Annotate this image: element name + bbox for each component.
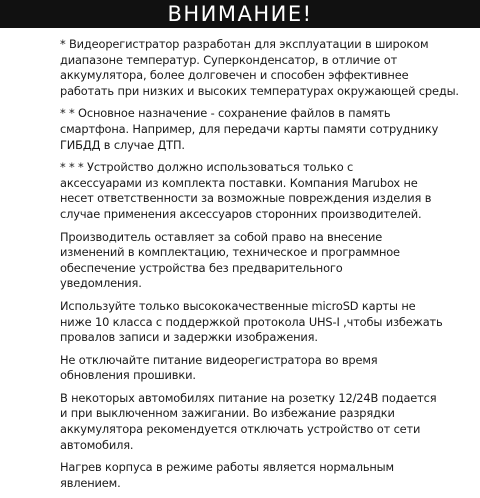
paragraph-line: Производитель оставляет за собой право на внесение <box>60 229 383 244</box>
paragraph-line: В некоторых автомобилях питание на розетку 12/24В подается <box>60 390 437 405</box>
paragraph-accessories <box>60 160 474 222</box>
paragraph-line: смартфона. Например, для передачи карты памяти сотруднику <box>60 121 439 136</box>
paragraph-line: и при выключенном зажигании. Во избежание разрядки <box>60 406 395 421</box>
paragraph-line: обеспечение устройства без предварительного <box>60 260 343 275</box>
paragraph-line: * * * Устройство должно использоваться только с <box>60 160 354 175</box>
paragraph-line: * * Основное назначение - сохранение файлов в память <box>60 106 391 121</box>
warning-content <box>60 37 474 498</box>
paragraph-line: обновления прошивки. <box>60 368 196 383</box>
paragraph-line: уведомления. <box>60 276 142 291</box>
paragraph-line: диапазоне температур. Суперконденсатор, в отличие от <box>60 52 398 67</box>
paragraph-line: случае применения аксессуаров сторонних производителей. <box>60 206 422 221</box>
paragraph-line: ГИБДД в случае ДТП. <box>60 137 185 152</box>
paragraph-line: провалов записи и задержки изображения. <box>60 330 318 345</box>
paragraph-microsd <box>60 299 474 346</box>
paragraph-supercapacitor <box>60 37 474 99</box>
paragraph-line: работать при низких и высоких температурах окружающей среды. <box>60 83 459 98</box>
paragraph-manufacturer-rights <box>60 230 474 292</box>
paragraph-line: ниже 10 класса с поддержкой протокола UHS-I ,чтобы избежать <box>60 314 443 329</box>
warning-title: ВНИМАНИЕ! <box>167 1 313 26</box>
paragraph-line: аккумулятора рекомендуется отключать устройство от сети <box>60 422 421 437</box>
paragraph-line: * Видеорегистратор разработан для эксплуатации в широком <box>60 37 429 51</box>
paragraph-heating <box>60 460 474 491</box>
paragraph-line: изменений в комплектацию, техническое и программное <box>60 245 400 260</box>
paragraph-power-socket <box>60 391 474 453</box>
paragraph-main-purpose <box>60 106 474 153</box>
paragraph-line: аккумулятора, более долговечен и способен эффективнее <box>60 68 409 83</box>
warning-banner <box>0 0 480 28</box>
paragraph-firmware <box>60 353 474 384</box>
paragraph-line: Нагрев корпуса в режиме работы является нормальным <box>60 460 394 475</box>
paragraph-line: явлением. <box>60 475 121 490</box>
paragraph-line: Используйте только высококачественные microSD карты не <box>60 298 416 313</box>
paragraph-line: Не отключайте питание видеорегистратора во время <box>60 352 378 367</box>
paragraph-line: автомобиля. <box>60 437 134 452</box>
paragraph-line: аксессуарами из комплекта поставки. Компания Marubox не <box>60 175 418 190</box>
paragraph-line: несет ответственности за возможные повреждения изделия в <box>60 191 432 206</box>
